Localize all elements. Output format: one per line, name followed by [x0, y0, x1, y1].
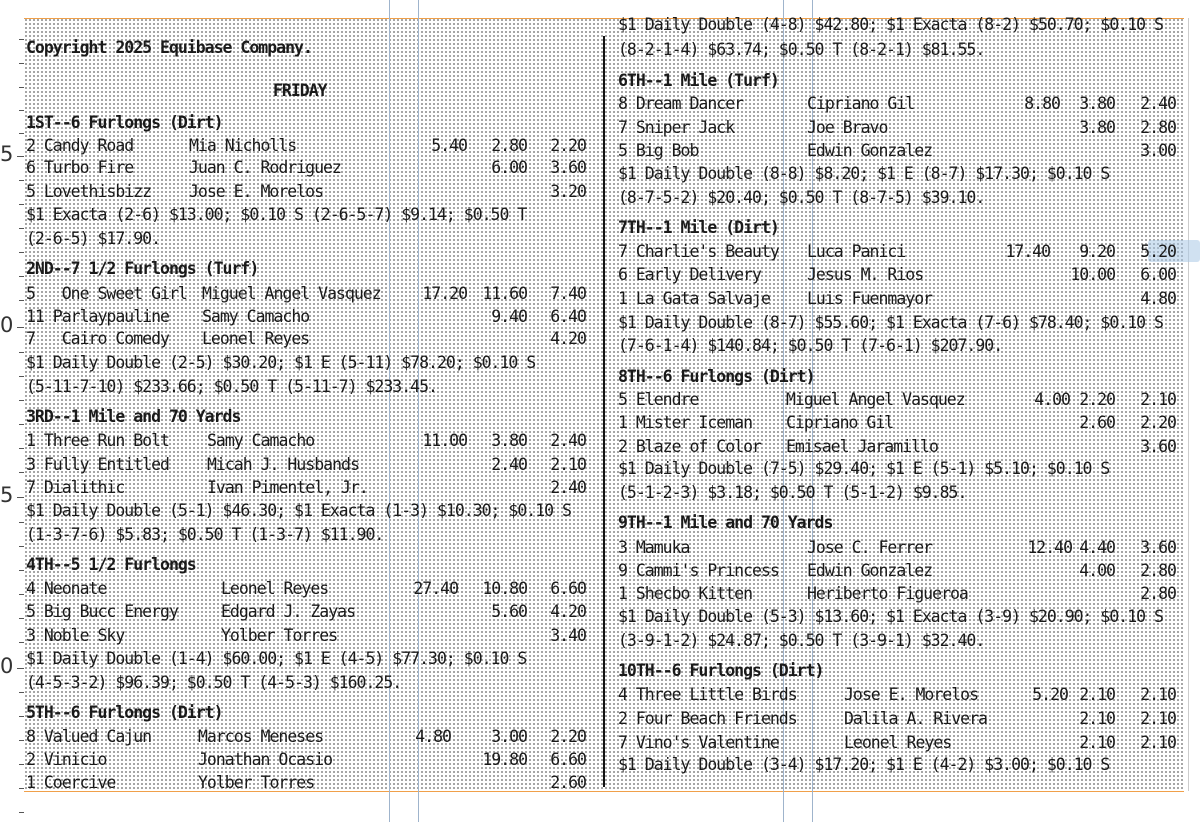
- win-payout: 5.40: [431, 136, 467, 155]
- entry-horse: 2 Vinicio: [26, 750, 107, 769]
- entry-horse: 5 Big Bucc Energy: [26, 602, 178, 621]
- show-payout: 4.20: [550, 329, 586, 348]
- race-heading: 7TH--1 Mile (Dirt): [618, 218, 779, 237]
- place-payout: 2.40: [491, 455, 527, 474]
- show-payout: 2.20: [550, 136, 586, 155]
- show-payout: 3.40: [550, 626, 586, 645]
- entry-horse: 7 Sniper Jack: [618, 118, 735, 137]
- entry-horse: 4 Neonate: [26, 579, 107, 598]
- show-payout: 3.60: [1140, 538, 1176, 557]
- place-payout: 4.00: [1079, 561, 1115, 580]
- entry-jockey: Dalila A. Rivera: [844, 709, 987, 728]
- show-payout: 2.10: [1140, 709, 1176, 728]
- show-payout: 2.10: [1140, 390, 1176, 409]
- payoff-line: $1 Daily Double (7-5) $29.40; $1 E (5-1) $5.10; $0.10 S: [618, 459, 1110, 478]
- ruler-label: 0: [0, 654, 14, 678]
- payoff-line: (7-6-1-4) $140.84; $0.50 T (7-6-1) $207.90.: [618, 336, 1003, 355]
- entry-horse: 7 Vino's Valentine: [618, 733, 779, 752]
- entry-jockey: Cipriano Gil: [807, 94, 915, 113]
- entry-jockey: Leonel Reyes: [221, 579, 329, 598]
- show-payout: 2.10: [550, 455, 586, 474]
- entry-jockey: Edwin Gonzalez: [807, 561, 933, 580]
- ruler-label: 0: [0, 313, 14, 337]
- column-guide[interactable]: [389, 0, 390, 822]
- race-heading: 2ND--7 1/2 Furlongs (Turf): [26, 259, 259, 278]
- entry-jockey: Miguel Angel Vasquez: [202, 284, 381, 303]
- show-payout: 4.20: [550, 602, 586, 621]
- payoff-line: (8-7-5-2) $20.40; $0.50 T (8-7-5) $39.10.: [618, 188, 985, 207]
- show-payout: 2.40: [550, 478, 586, 497]
- entry-jockey: Yolber Torres: [221, 626, 338, 645]
- show-payout: 2.60: [550, 773, 586, 792]
- ruler-major-tick: [17, 497, 24, 498]
- show-payout: 2.40: [550, 431, 586, 450]
- show-payout: 6.60: [550, 750, 586, 769]
- entry-horse: 1 Shecbo Kitten: [618, 584, 753, 603]
- race-heading: 8TH--6 Furlongs (Dirt): [618, 367, 815, 386]
- place-payout: 11.60: [482, 284, 527, 303]
- payoff-line: $1 Daily Double (8-7) $55.60; $1 Exacta (7-6) $78.40; $0.10 S: [618, 313, 1163, 332]
- entry-jockey: Emisael Jaramillo: [786, 437, 938, 456]
- entry-horse: 3 Noble Sky: [26, 626, 125, 645]
- place-payout: 3.80: [491, 431, 527, 450]
- show-payout: 6.60: [550, 579, 586, 598]
- entry-jockey: Jesus M. Rios: [807, 265, 924, 284]
- entry-horse: 6 Turbo Fire: [26, 158, 134, 177]
- place-payout: 3.80: [1079, 94, 1115, 113]
- show-payout: 2.80: [1140, 561, 1176, 580]
- place-payout: 4.40: [1079, 538, 1115, 557]
- place-payout: 9.40: [491, 307, 527, 326]
- entry-horse: 5 Lovethisbizz: [26, 182, 152, 201]
- payoff-line: (1-3-7-6) $5.83; $0.50 T (1-3-7) $11.90.: [26, 525, 384, 544]
- entry-jockey: Samy Camacho: [207, 431, 315, 450]
- place-payout: 2.60: [1079, 413, 1115, 432]
- win-payout: 27.40: [413, 579, 458, 598]
- place-payout: 5.60: [491, 602, 527, 621]
- entry-horse: 11 Parlaypauline: [26, 307, 169, 326]
- ruler-label: 5: [0, 483, 14, 507]
- win-payout: 4.00: [1034, 390, 1070, 409]
- race-heading: 4TH--5 1/2 Furlongs: [26, 555, 196, 574]
- show-payout: 5.20: [1140, 242, 1176, 261]
- payoff-line: (3-9-1-2) $24.87; $0.50 T (3-9-1) $32.40.: [618, 631, 985, 650]
- entry-horse: 2 Blaze of Color: [618, 437, 761, 456]
- entry-jockey: Heriberto Figueroa: [807, 584, 968, 603]
- entry-jockey: Luca Panici: [807, 242, 906, 261]
- place-payout: 2.80: [491, 136, 527, 155]
- entry-jockey: Miguel Angel Vasquez: [786, 390, 965, 409]
- payoff-line: $1 Daily Double (3-4) $17.20; $1 E (4-2) $3.00; $0.10 S: [618, 755, 1110, 774]
- place-payout: 2.20: [1079, 390, 1115, 409]
- show-payout: 7.40: [550, 284, 586, 303]
- place-payout: 3.80: [1079, 118, 1115, 137]
- entry-horse: 4 Three Little Birds: [618, 685, 797, 704]
- payoff-line: $1 Daily Double (2-5) $30.20; $1 E (5-11) $78.20; $0.10 S: [26, 353, 536, 372]
- entry-horse: 5 Elendre: [618, 390, 699, 409]
- show-payout: 6.00: [1140, 265, 1176, 284]
- payoff-line: $1 Daily Double (1-4) $60.00; $1 E (4-5) $77.30; $0.10 S: [26, 649, 527, 668]
- entry-horse: 7 Cairo Comedy: [26, 329, 169, 348]
- win-payout: 12.40: [1027, 538, 1072, 557]
- payoff-line: (2-6-5) $17.90.: [26, 229, 161, 248]
- column-guide[interactable]: [418, 0, 419, 822]
- place-payout: 10.00: [1070, 265, 1115, 284]
- ruler-major-tick: [17, 156, 24, 157]
- payoff-line: $1 Daily Double (4-8) $42.80; $1 Exacta (8-2) $50.70; $0.10 S: [618, 15, 1163, 34]
- entry-jockey: Edwin Gonzalez: [807, 141, 933, 160]
- entry-horse: 1 La Gata Salvaje: [618, 289, 770, 308]
- entry-jockey: Marcos Meneses: [198, 727, 324, 746]
- show-payout: 2.10: [1140, 685, 1176, 704]
- entry-jockey: Jose E. Morelos: [189, 182, 324, 201]
- place-payout: 2.10: [1079, 685, 1115, 704]
- entry-jockey: Jose E. Morelos: [844, 685, 979, 704]
- entry-jockey: Leonel Reyes: [844, 733, 952, 752]
- entry-jockey: Jonathan Ocasio: [198, 750, 333, 769]
- show-payout: 2.20: [1140, 413, 1176, 432]
- place-payout: 2.10: [1079, 709, 1115, 728]
- entry-jockey: Jose C. Ferrer: [807, 538, 933, 557]
- place-payout: 6.00: [491, 158, 527, 177]
- place-payout: 10.80: [482, 579, 527, 598]
- entry-jockey: Mia Nicholls: [189, 136, 297, 155]
- payoff-line: (4-5-3-2) $96.39; $0.50 T (4-5-3) $160.25.: [26, 673, 402, 692]
- payoff-line: (5-1-2-3) $3.18; $0.50 T (5-1-2) $9.85.: [618, 483, 967, 502]
- entry-jockey: Ivan Pimentel, Jr.: [207, 478, 368, 497]
- ruler-major-tick: [17, 327, 24, 328]
- entry-jockey: Edgard J. Zayas: [221, 602, 356, 621]
- place-payout: 19.80: [482, 750, 527, 769]
- payoff-line: $1 Exacta (2-6) $13.00; $0.10 S (2-6-5-7) $9.14; $0.50 T: [26, 205, 527, 224]
- entry-horse: 2 Four Beach Friends: [618, 709, 797, 728]
- show-payout: 2.10: [1140, 733, 1176, 752]
- race-heading: 9TH--1 Mile and 70 Yards: [618, 513, 833, 532]
- entry-horse: 5 One Sweet Girl: [26, 284, 187, 303]
- ruler-tick: [19, 812, 24, 813]
- win-payout: 8.80: [1024, 94, 1060, 113]
- show-payout: 2.80: [1140, 118, 1176, 137]
- race-heading: 10TH--6 Furlongs (Dirt): [618, 661, 824, 680]
- entry-jockey: Yolber Torres: [198, 773, 315, 792]
- entry-horse: 9 Cammi's Princess: [618, 561, 779, 580]
- entry-horse: 2 Candy Road: [26, 136, 134, 155]
- entry-horse: 1 Three Run Bolt: [26, 431, 169, 450]
- place-payout: 2.10: [1079, 733, 1115, 752]
- show-payout: 3.60: [1140, 437, 1176, 456]
- payoff-line: $1 Daily Double (5-1) $46.30; $1 Exacta (1-3) $10.30; $0.10 S: [26, 501, 571, 520]
- place-payout: 9.20: [1079, 242, 1115, 261]
- race-heading: 6TH--1 Mile (Turf): [618, 71, 779, 90]
- entry-jockey: Leonel Reyes: [202, 329, 310, 348]
- entry-jockey: Joe Bravo: [807, 118, 888, 137]
- payoff-line: $1 Daily Double (5-3) $13.60; $1 Exacta (3-9) $20.90; $0.10 S: [618, 607, 1163, 626]
- payoff-line: (8-2-1-4) $63.74; $0.50 T (8-2-1) $81.55.: [618, 40, 985, 59]
- right-gutter: [1188, 18, 1200, 791]
- entry-horse: 8 Dream Dancer: [618, 94, 744, 113]
- column-separator-rule: [603, 36, 605, 787]
- entry-horse: 3 Fully Entitled: [26, 455, 169, 474]
- entry-horse: 8 Valued Cajun: [26, 727, 152, 746]
- show-payout: 3.20: [550, 182, 586, 201]
- entry-horse: 3 Mamuka: [618, 538, 690, 557]
- win-payout: 17.40: [1005, 242, 1050, 261]
- show-payout: 4.80: [1140, 289, 1176, 308]
- vertical-ruler: [0, 0, 24, 822]
- race-heading: 3RD--1 Mile and 70 Yards: [26, 407, 241, 426]
- show-payout: 2.40: [1140, 94, 1176, 113]
- show-payout: 2.80: [1140, 584, 1176, 603]
- entry-jockey: Juan C. Rodriguez: [189, 158, 341, 177]
- entry-horse: 1 Mister Iceman: [618, 413, 753, 432]
- place-payout: 3.00: [491, 727, 527, 746]
- race-heading: 1ST--6 Furlongs (Dirt): [26, 113, 223, 132]
- ruler-label: 5: [0, 142, 14, 166]
- win-payout: 17.20: [422, 284, 467, 303]
- show-payout: 6.40: [550, 307, 586, 326]
- win-payout: 11.00: [422, 431, 467, 450]
- entry-jockey: Luis Fuenmayor: [807, 289, 933, 308]
- race-heading: 5TH--6 Furlongs (Dirt): [26, 703, 223, 722]
- show-payout: 2.20: [550, 727, 586, 746]
- entry-horse: 5 Big Bob: [618, 141, 699, 160]
- show-payout: 3.00: [1140, 141, 1176, 160]
- win-payout: 4.80: [415, 727, 451, 746]
- win-payout: 5.20: [1032, 685, 1068, 704]
- payoff-line: $1 Daily Double (8-8) $8.20; $1 E (8-7) $17.30; $0.10 S: [618, 164, 1110, 183]
- entry-horse: 7 Dialithic: [26, 478, 125, 497]
- ruler-major-tick: [17, 668, 24, 669]
- entry-horse: 6 Early Delivery: [618, 265, 761, 284]
- day-heading: FRIDAY: [273, 81, 327, 100]
- copyright-line: Copyright 2025 Equibase Company.: [26, 38, 312, 57]
- entry-jockey: Micah J. Husbands: [207, 455, 359, 474]
- entry-jockey: Cipriano Gil: [786, 413, 894, 432]
- entry-horse: 1 Coercive: [26, 773, 116, 792]
- payoff-line: (5-11-7-10) $233.66; $0.50 T (5-11-7) $233.45.: [26, 377, 437, 396]
- entry-jockey: Samy Camacho: [202, 307, 310, 326]
- show-payout: 3.60: [550, 158, 586, 177]
- entry-horse: 7 Charlie's Beauty: [618, 242, 779, 261]
